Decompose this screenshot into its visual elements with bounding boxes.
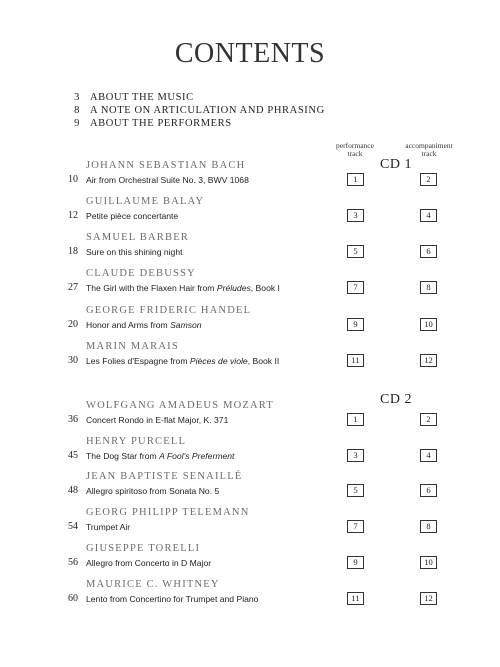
piece-page-number: 45 bbox=[68, 450, 78, 461]
piece-title-suffix: , Book I bbox=[250, 283, 280, 293]
intro-page: 9 bbox=[74, 118, 80, 129]
performance-track-number: 7 bbox=[347, 281, 364, 294]
piece-title-text: Concert Rondo in E-flat Major, K. 371 bbox=[86, 415, 229, 425]
intro-text: A NOTE ON ARTICULATION AND PHRASING bbox=[90, 105, 325, 116]
piece-page-number: 60 bbox=[68, 593, 78, 604]
accompaniment-track-number: 8 bbox=[420, 520, 437, 533]
header-line: performance bbox=[336, 141, 374, 150]
piece-title-text: Petite pièce concertante bbox=[86, 211, 179, 221]
accompaniment-track-number: 4 bbox=[420, 209, 437, 222]
piece-title-text: Air from Orchestral Suite No. 3, BWV 1068 bbox=[86, 175, 249, 185]
performance-track-number: 3 bbox=[347, 449, 364, 462]
performance-track-number: 5 bbox=[347, 245, 364, 258]
composer-name: GIUSEPPE TORELLI bbox=[86, 543, 201, 554]
performance-track-number: 7 bbox=[347, 520, 364, 533]
header-line: track bbox=[347, 149, 363, 158]
cd2-label: CD 2 bbox=[380, 392, 412, 407]
performance-track-number: 1 bbox=[347, 173, 364, 186]
piece-title-text: Sure on this shining night bbox=[86, 247, 183, 257]
accompaniment-track-number: 4 bbox=[420, 449, 437, 462]
piece-title bbox=[86, 558, 211, 568]
piece-title-text: The Dog Star from bbox=[86, 451, 160, 461]
composer-name: HENRY PURCELL bbox=[86, 436, 187, 447]
intro-page: 8 bbox=[74, 105, 80, 116]
piece-page-number: 10 bbox=[68, 174, 78, 185]
piece-title-text: Lento from Concertino for Trumpet and Piano bbox=[86, 594, 259, 604]
accompaniment-track-number: 12 bbox=[420, 592, 437, 605]
piece-title-text: Allegro spiritoso from Sonata No. 5 bbox=[86, 486, 220, 496]
composer-name: WOLFGANG AMADEUS MOZART bbox=[86, 400, 274, 411]
accompaniment-track-number: 12 bbox=[420, 354, 437, 367]
piece-page-number: 54 bbox=[68, 521, 78, 532]
piece-page-number: 36 bbox=[68, 414, 78, 425]
piece-title bbox=[86, 211, 178, 221]
piece-title bbox=[86, 283, 280, 293]
piece-title-text: Allegro from Concerto in D Major bbox=[86, 558, 212, 568]
accompaniment-track-number: 6 bbox=[420, 245, 437, 258]
piece-title-text: Les Folies d'Espagne from bbox=[86, 356, 190, 366]
piece-title-suffix: , Book II bbox=[247, 356, 280, 366]
piece-title bbox=[86, 175, 249, 185]
composer-name: GEORGE FRIDERIC HANDEL bbox=[86, 305, 252, 316]
intro-page: 3 bbox=[74, 92, 80, 103]
composer-name: MAURICE C. WHITNEY bbox=[86, 579, 220, 590]
piece-title bbox=[86, 451, 234, 461]
piece-title bbox=[86, 415, 228, 425]
piece-page-number: 20 bbox=[68, 319, 78, 330]
piece-title-italic: Préludes bbox=[216, 283, 251, 293]
composer-name: SAMUEL BARBER bbox=[86, 232, 190, 243]
header-line: accompaniment bbox=[405, 141, 453, 150]
piece-page-number: 27 bbox=[68, 282, 78, 293]
piece-page-number: 12 bbox=[68, 210, 78, 221]
piece-title-italic: Samson bbox=[170, 320, 202, 330]
composer-name: GEORG PHILIPP TELEMANN bbox=[86, 507, 250, 518]
intro-item bbox=[60, 118, 232, 129]
cd1-label: CD 1 bbox=[380, 157, 412, 172]
accompaniment-track-number: 10 bbox=[420, 318, 437, 331]
intro-item bbox=[60, 92, 194, 103]
performance-track-number: 11 bbox=[347, 354, 364, 367]
piece-title bbox=[86, 594, 258, 604]
piece-title bbox=[86, 320, 202, 330]
accompaniment-track-number: 10 bbox=[420, 556, 437, 569]
performance-track-number: 5 bbox=[347, 484, 364, 497]
piece-title bbox=[86, 486, 219, 496]
composer-name: MARIN MARAIS bbox=[86, 341, 179, 352]
piece-title-text: Trumpet Air bbox=[86, 522, 131, 532]
accompaniment-track-number: 2 bbox=[420, 413, 437, 426]
intro-text: ABOUT THE MUSIC bbox=[90, 92, 194, 103]
header-line: track bbox=[421, 149, 437, 158]
piece-title-italic: Pièces de viole bbox=[189, 356, 248, 366]
accompaniment-track-number: 8 bbox=[420, 281, 437, 294]
intro-text: ABOUT THE PERFORMERS bbox=[90, 118, 232, 129]
piece-page-number: 30 bbox=[68, 355, 78, 366]
intro-item bbox=[60, 105, 325, 116]
piece-page-number: 56 bbox=[68, 557, 78, 568]
performance-track-number: 11 bbox=[347, 592, 364, 605]
composer-name: JOHANN SEBASTIAN BACH bbox=[86, 160, 246, 171]
piece-page-number: 48 bbox=[68, 485, 78, 496]
accompaniment-track-number: 6 bbox=[420, 484, 437, 497]
piece-title-italic: A Fool's Preferment bbox=[159, 451, 235, 461]
performance-track-number: 1 bbox=[347, 413, 364, 426]
page-title: CONTENTS bbox=[174, 38, 326, 69]
accompaniment-track-number: 2 bbox=[420, 173, 437, 186]
performance-track-header bbox=[330, 142, 380, 158]
piece-title bbox=[86, 356, 279, 366]
piece-title bbox=[86, 522, 130, 532]
performance-track-number: 9 bbox=[347, 318, 364, 331]
composer-name: CLAUDE DEBUSSY bbox=[86, 268, 196, 279]
piece-title-text: The Girl with the Flaxen Hair from bbox=[86, 283, 217, 293]
accompaniment-track-header bbox=[398, 142, 460, 158]
piece-title bbox=[86, 247, 183, 257]
performance-track-number: 3 bbox=[347, 209, 364, 222]
composer-name: JEAN BAPTISTE SENAILLÉ bbox=[86, 471, 243, 482]
piece-page-number: 18 bbox=[68, 246, 78, 257]
performance-track-number: 9 bbox=[347, 556, 364, 569]
composer-name: GUILLAUME BALAY bbox=[86, 196, 205, 207]
piece-title-text: Honor and Arms from bbox=[86, 320, 171, 330]
